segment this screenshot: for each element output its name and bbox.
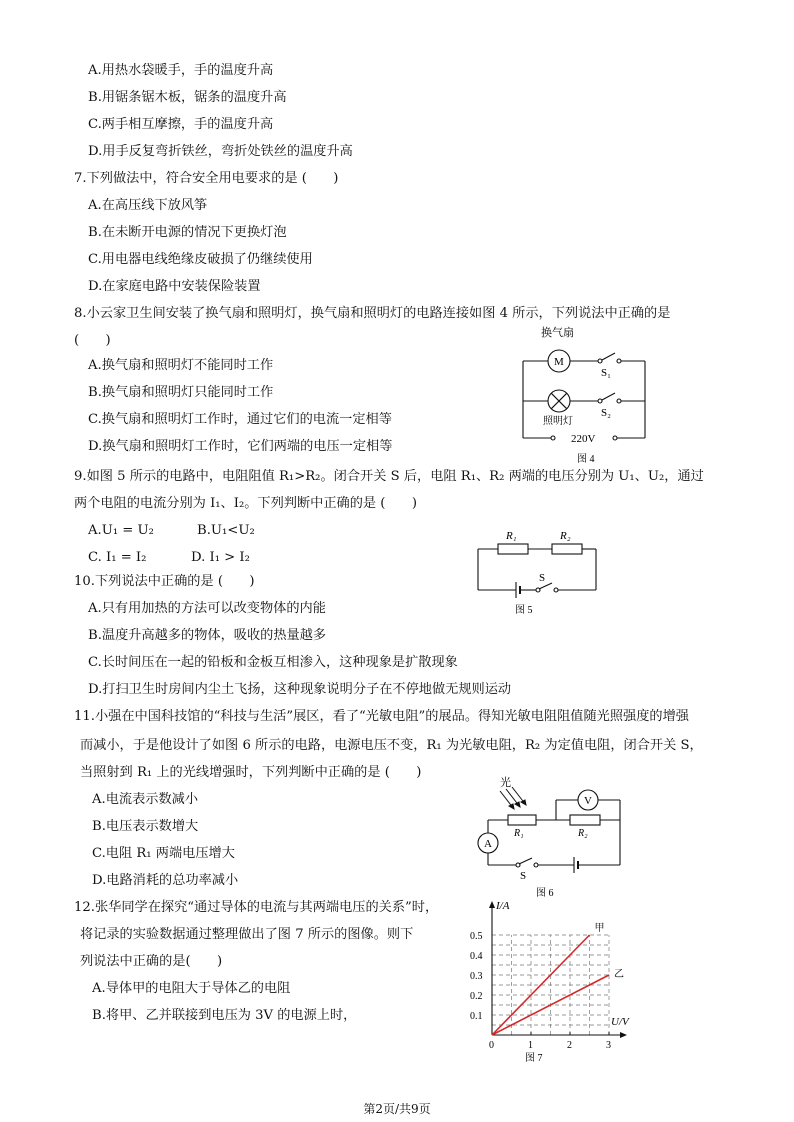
q11-option-c: C.电阻 R₁ 两端电压增大: [92, 846, 235, 861]
figure-5-circuit: [472, 524, 602, 616]
fig6-voltmeter: V: [584, 795, 592, 807]
fig5-switch: S: [539, 572, 546, 584]
fig4-fan-label: 换气扇: [541, 327, 574, 339]
q6-option-b: B.用锯条锯木板，锯条的温度升高: [88, 90, 287, 105]
q9-option-d: D. I₁ > I₂: [191, 550, 250, 565]
q12-option-a: A.导体甲的电阻大于导体乙的电阻: [92, 981, 291, 996]
q10-option-c: C.长时间压在一起的铅板和金板互相渗入，这种现象是扩散现象: [88, 655, 458, 670]
q12-stem-cont1: 将记录的实验数据通过整理做出了图 7 所示的图像。则下: [80, 927, 414, 942]
page-footer: 第2页/共9页: [363, 1102, 431, 1116]
y-axis-label: I/A: [496, 900, 510, 912]
fig6-light-label: 光: [500, 777, 511, 789]
q9-option-c: C. I₁ = I₂: [88, 550, 147, 565]
y-tick-label: 0.2: [470, 991, 483, 1002]
q11-option-d: D.电路消耗的总功率减小: [92, 873, 239, 888]
q11-stem-cont1: 而减小，于是他设计了如图 6 所示的电路，电源电压不变，R₁ 为光敏电阻，R₂ 为定值电阻，闭合开关 S，: [80, 738, 703, 753]
y-tick-label: 0.1: [470, 1011, 483, 1022]
fig6-ammeter: A: [484, 838, 492, 850]
q11-option-b: B.电压表示数增大: [92, 819, 199, 834]
fig5-r1: R₁: [506, 530, 517, 542]
fig5-r2: R₂: [560, 530, 571, 542]
fig5-caption: 图 5: [515, 605, 533, 616]
q8-option-b: B.换气扇和照明灯只能同时工作: [88, 385, 274, 400]
figure-7-chart: [460, 898, 640, 1066]
q9-stem-cont: 两个电阻的电流分别为 I₁、I₂。下列判断中正确的是 ( ): [74, 496, 417, 511]
series-label-yi: 乙: [614, 969, 624, 980]
figure-6-circuit: [470, 773, 630, 900]
q8-option-a: A.换气扇和照明灯不能同时工作: [88, 358, 274, 373]
q8-stem: 8.小云家卫生间安装了换气扇和照明灯，换气扇和照明灯的电路连接如图 4 所示，下列说法中正确的是: [74, 306, 671, 321]
x-axis-label: U/V: [611, 1016, 629, 1028]
fig4-switch-s2: S₂: [601, 407, 611, 419]
q10-option-b: B.温度升高越多的物体，吸收的热量越多: [88, 628, 327, 643]
fig6-switch: S: [520, 870, 527, 882]
q9-stem: 9.如图 5 所示的电路中，电阻阻值 R₁>R₂。闭合开关 S 后，电阻 R₁、R₂ 两端的电压分别为 U₁、U₂，通过: [74, 469, 704, 484]
y-tick-label: 0.3: [470, 971, 483, 982]
q7-stem: 7.下列做法中，符合安全用电要求的是 ( ): [74, 171, 339, 186]
q6-option-c: C.两手相互摩擦，手的温度升高: [88, 117, 274, 132]
q8-option-c: C.换气扇和照明灯工作时，通过它们的电流一定相等: [88, 412, 392, 427]
x-tick-label: 2: [567, 1040, 572, 1051]
q7-option-a: A.在高压线下放风筝: [88, 198, 208, 213]
q12-option-b: B.将甲、乙并联接到电压为 3V 的电源上时，: [92, 1008, 357, 1023]
y-axis-arrow: [489, 901, 495, 908]
q7-option-c: C.用电器电线绝缘皮破损了仍继续使用: [88, 252, 313, 267]
q6-option-a: A.用热水袋暖手，手的温度升高: [88, 63, 274, 78]
q8-option-d: D.换气扇和照明灯工作时，它们两端的电压一定相等: [88, 439, 393, 454]
q10-stem: 10.下列说法中正确的是 ( ): [74, 574, 255, 589]
x-tick-label: 3: [606, 1040, 611, 1051]
fig6-r2: R₂: [578, 828, 588, 839]
x-axis-arrow: [620, 1032, 627, 1038]
fig4-caption: 图 4: [577, 454, 595, 465]
q11-stem: 11.小强在中国科技馆的“科技与生活”展区，看了“光敏电阻”的展品。得知光敏电阻阻值随光照强度的增强: [74, 709, 689, 724]
q9-option-a: A.U₁ = U₂: [88, 523, 154, 538]
q9-option-b: B.U₁<U₂: [197, 523, 255, 538]
q7-option-b: B.在未断开电源的情况下更换灯泡: [88, 225, 287, 240]
q10-option-d: D.打扫卫生时房间内尘土飞扬，这种现象说明分子在不停地做无规则运动: [88, 682, 512, 697]
y-tick-label: 0.4: [470, 951, 483, 962]
x-tick-label: 1: [528, 1040, 533, 1051]
q8-stem-paren: ( ): [74, 333, 111, 348]
figure-4-circuit: [515, 325, 655, 467]
fig4-motor-symbol: M: [554, 356, 564, 368]
fig6-r1: R₁: [514, 828, 524, 839]
y-tick-label: 0.5: [470, 931, 483, 942]
fig4-switch-s1: S₁: [601, 367, 611, 379]
q12-stem: 12.张华同学在探究“通过导体的电流与其两端电压的关系”时，: [74, 900, 439, 915]
q11-stem-cont2: 当照射到 R₁ 上的光线增强时，下列判断中正确的是 ( ): [80, 765, 422, 780]
series-label-jia: 甲: [594, 923, 605, 934]
q12-stem-cont2: 列说法中正确的是( ): [80, 954, 223, 969]
x-tick-label: 0: [489, 1040, 494, 1051]
q10-option-a: A.只有用加热的方法可以改变物体的内能: [88, 601, 326, 616]
q7-option-d: D.在家庭电路中安装保险装置: [88, 279, 261, 294]
q6-option-d: D.用手反复弯折铁丝，弯折处铁丝的温度升高: [88, 144, 353, 159]
q11-option-a: A.电流表示数减小: [92, 792, 199, 807]
chart-title: 图 7: [525, 1053, 543, 1064]
fig6-caption: 图 6: [536, 888, 554, 899]
fig4-lamp-label: 照明灯: [543, 416, 573, 427]
fig4-voltage: 220V: [571, 433, 596, 445]
